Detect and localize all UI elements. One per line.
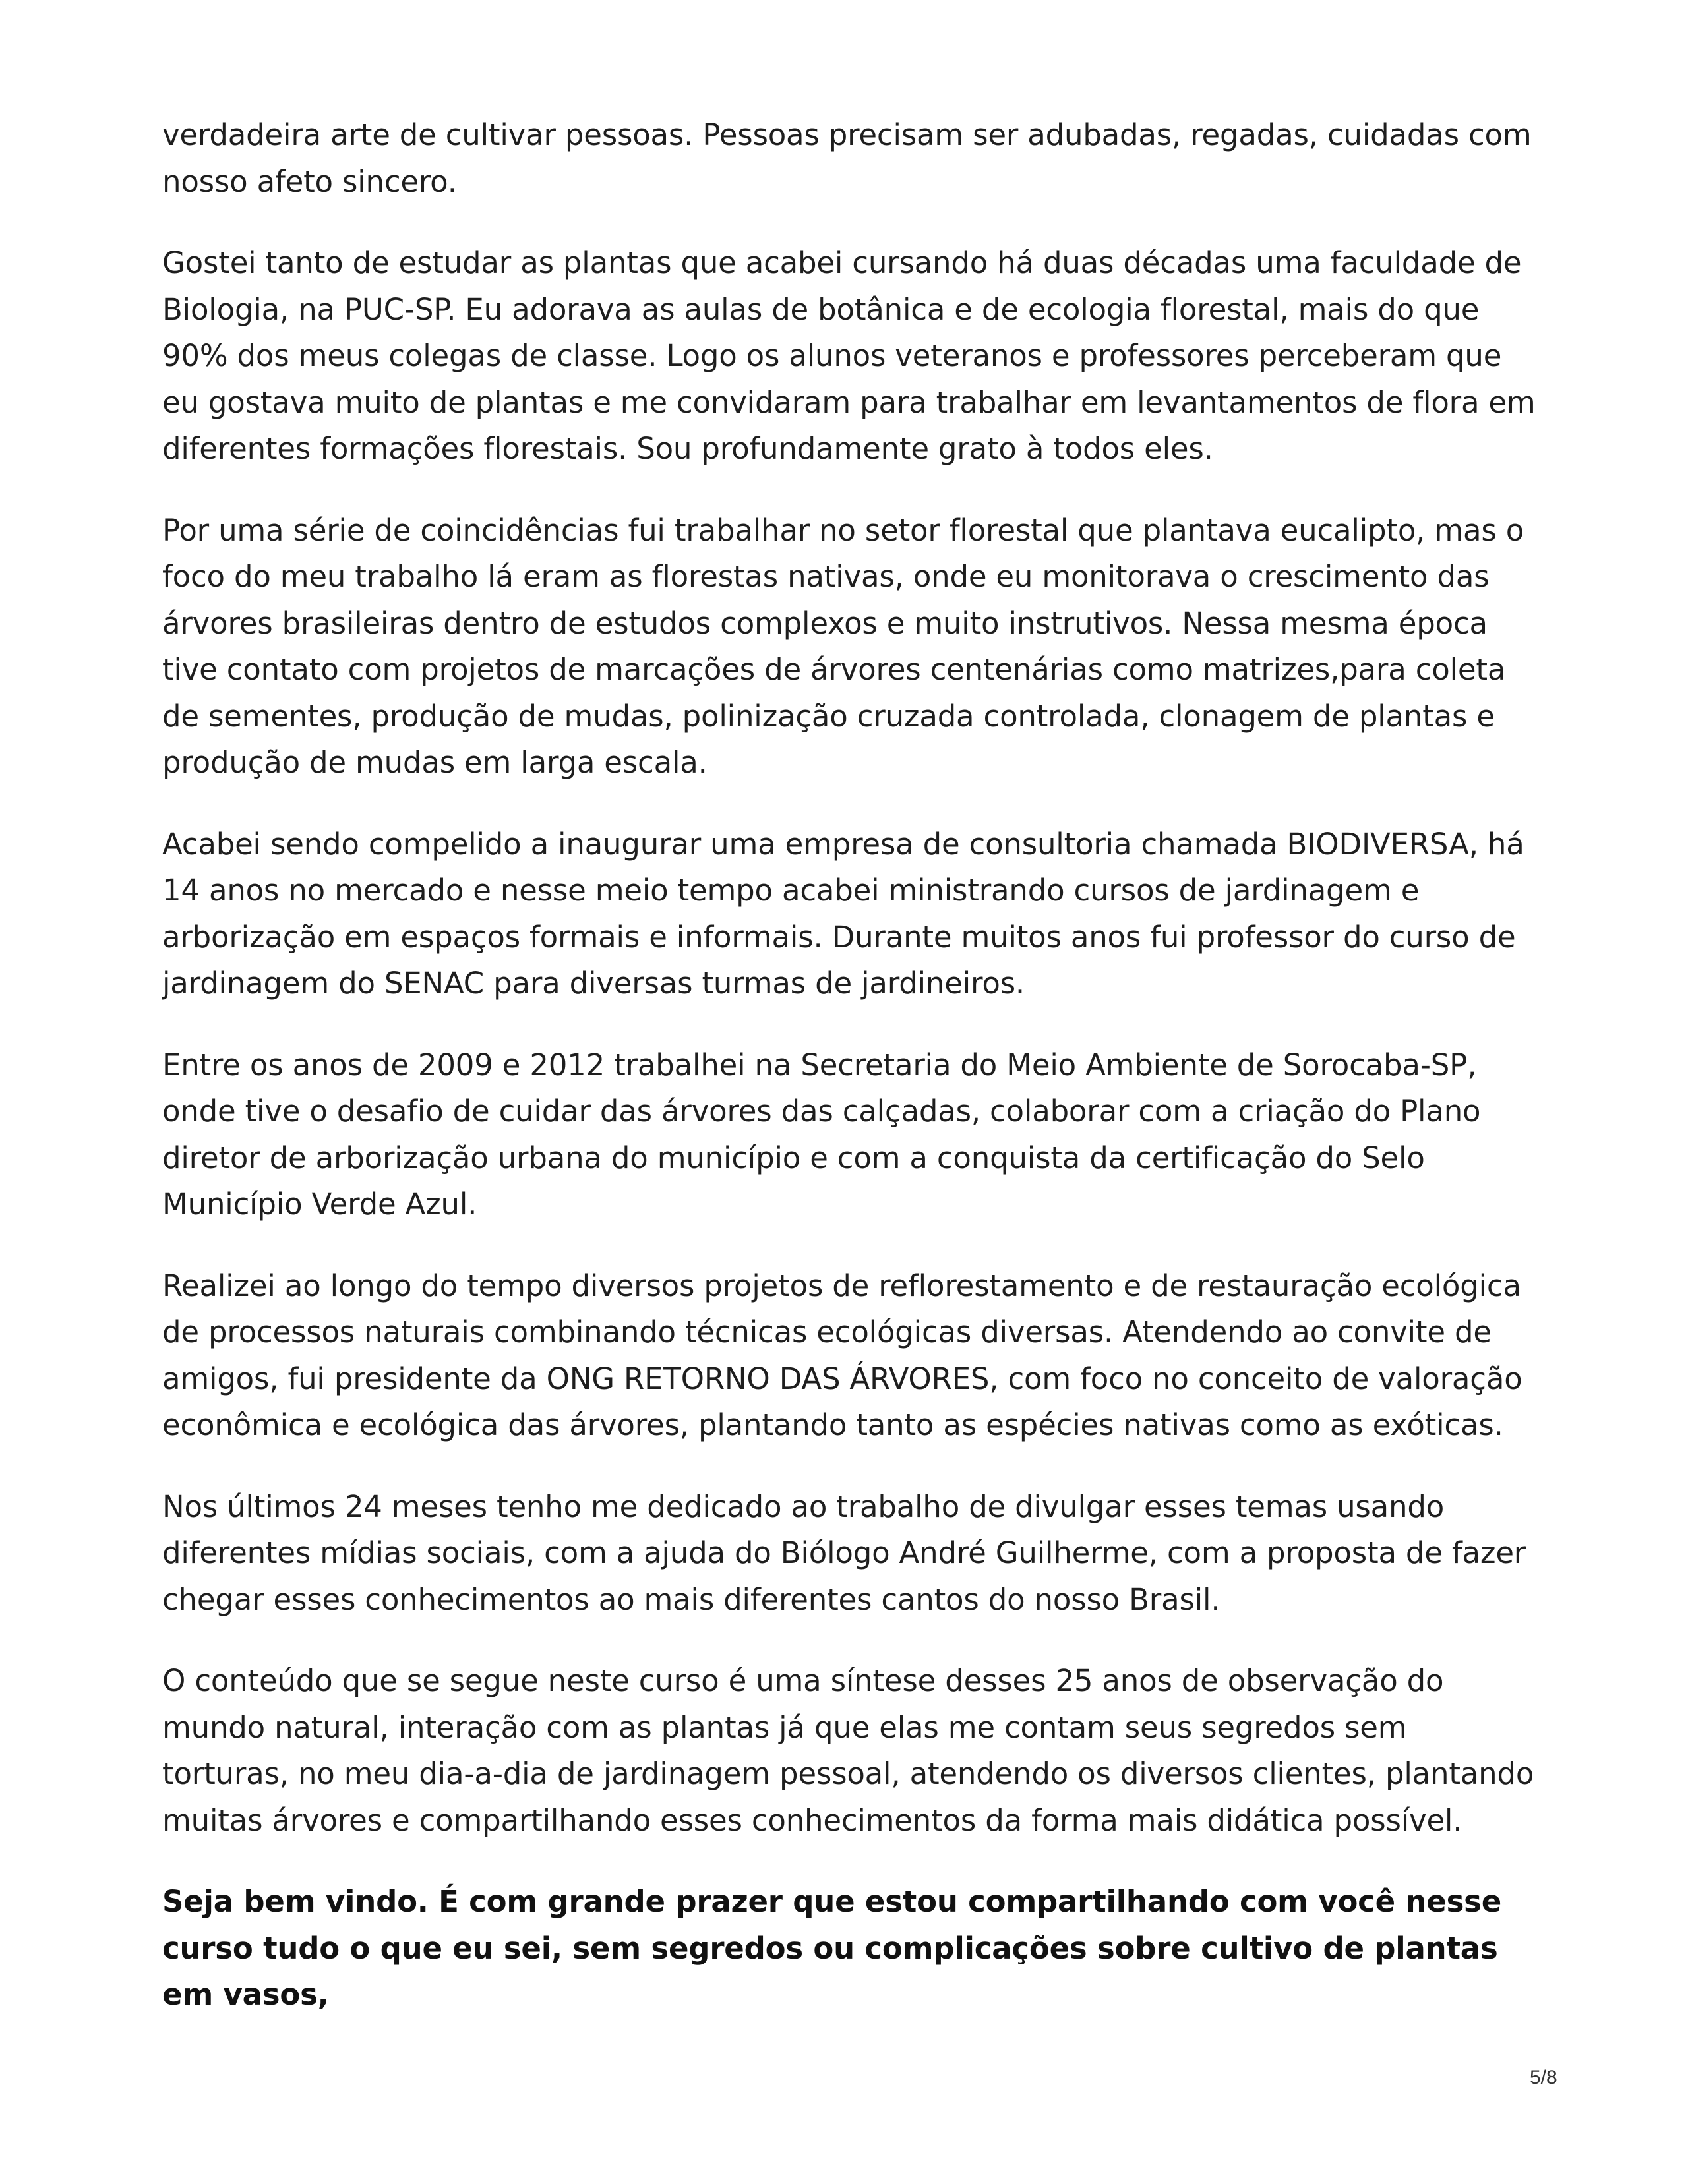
paragraph-sorocaba-secretariat: Entre os anos de 2009 e 2012 trabalhei na Secretaria do Meio Ambiente de Sorocaba-SP, onde tive o desafio de cuidar das árvores das calçadas, colaborar com a criação do Plano diretor de arborização urbana do município e com a conquista da certificação do Selo Município Verde Azul. [162,1047,1481,1222]
paragraph-social-media: Nos últimos 24 meses tenho me dedicado ao trabalho de divulgar esses temas usando diferentes mídias sociais, com a ajuda do Biólogo André Guilherme, com a proposta de fazer chegar esses conhecimentos ao mais diferentes cantos do nosso Brasil. [162,1489,1526,1617]
paragraph-course-synthesis: O conteúdo que se segue neste curso é uma síntese desses 25 anos de observação do mundo natural, interação com as plantas já que elas me contam seus segredos sem torturas, no meu dia-a-dia de jardinagem pessoal, atendendo os diversos clientes, plantando muitas árvores e compartilhando esses conhecimentos da forma mais didática possível. [162,1663,1534,1838]
paragraph-forestry-work: Por uma série de coincidências fui trabalhar no setor florestal que plantava eucalipto, mas o foco do meu trabalho lá eram as florestas nativas, onde eu monitorava o crescimento das árvores brasileiras dentro de estudos complexos e muito instrutivos. Nessa mesma época tive contato com projetos de marcações de árvores centenárias como matrizes,para coleta de sementes, produção de mudas, polinização cruzada controlada, clonagem de plantas e produção de mudas em larga escala. [162,512,1524,780]
paragraph-reforestation-projects: Realizei ao longo do tempo diversos projetos de reflorestamento e de restauração ecológica de processos naturais combinando técnicas ecológicas diversas. Atendendo ao convite de amigos, fui presidente da ONG RETORNO DAS ÁRVORES, com foco no conceito de valoração econômica e ecológica das árvores, plantando tanto as espécies nativas como as exóticas. [162,1268,1522,1442]
paragraph-biodiversa-company: Acabei sendo compelido a inaugurar uma empresa de consultoria chamada BIODIVERSA, há 14 anos no mercado e nesse meio tempo acabei ministrando cursos de jardinagem e arborização em espaços formais e informais. Durante muitos anos fui professor do curso de jardinagem do SENAC para diversas turmas de jardineiros. [162,826,1524,1001]
document-body [162,112,1540,2019]
paragraph-welcome-bold: Seja bem vindo. É com grande prazer que estou compartilhando com você nesse curso tudo o que eu sei, sem segredos ou complicações sobre cultivo de plantas em vasos, [162,1884,1502,2012]
page-number: 5/8 [1530,2067,1557,2088]
paragraph-intro-continuation: verdadeira arte de cultivar pessoas. Pessoas precisam ser adubadas, regadas, cuidadas com nosso afeto sincero. [162,117,1532,199]
paragraph-biology-studies: Gostei tanto de estudar as plantas que acabei cursando há duas décadas uma faculdade de Biologia, na PUC-SP. Eu adorava as aulas de botânica e de ecologia florestal, mais do que 90% dos meus colegas de classe. Logo os alunos veteranos e professores perceberam que eu gostava muito de plantas e me convidaram para trabalhar em levantamentos de flora em diferentes formações florestais. Sou profundamente grato à todos eles. [162,245,1536,466]
